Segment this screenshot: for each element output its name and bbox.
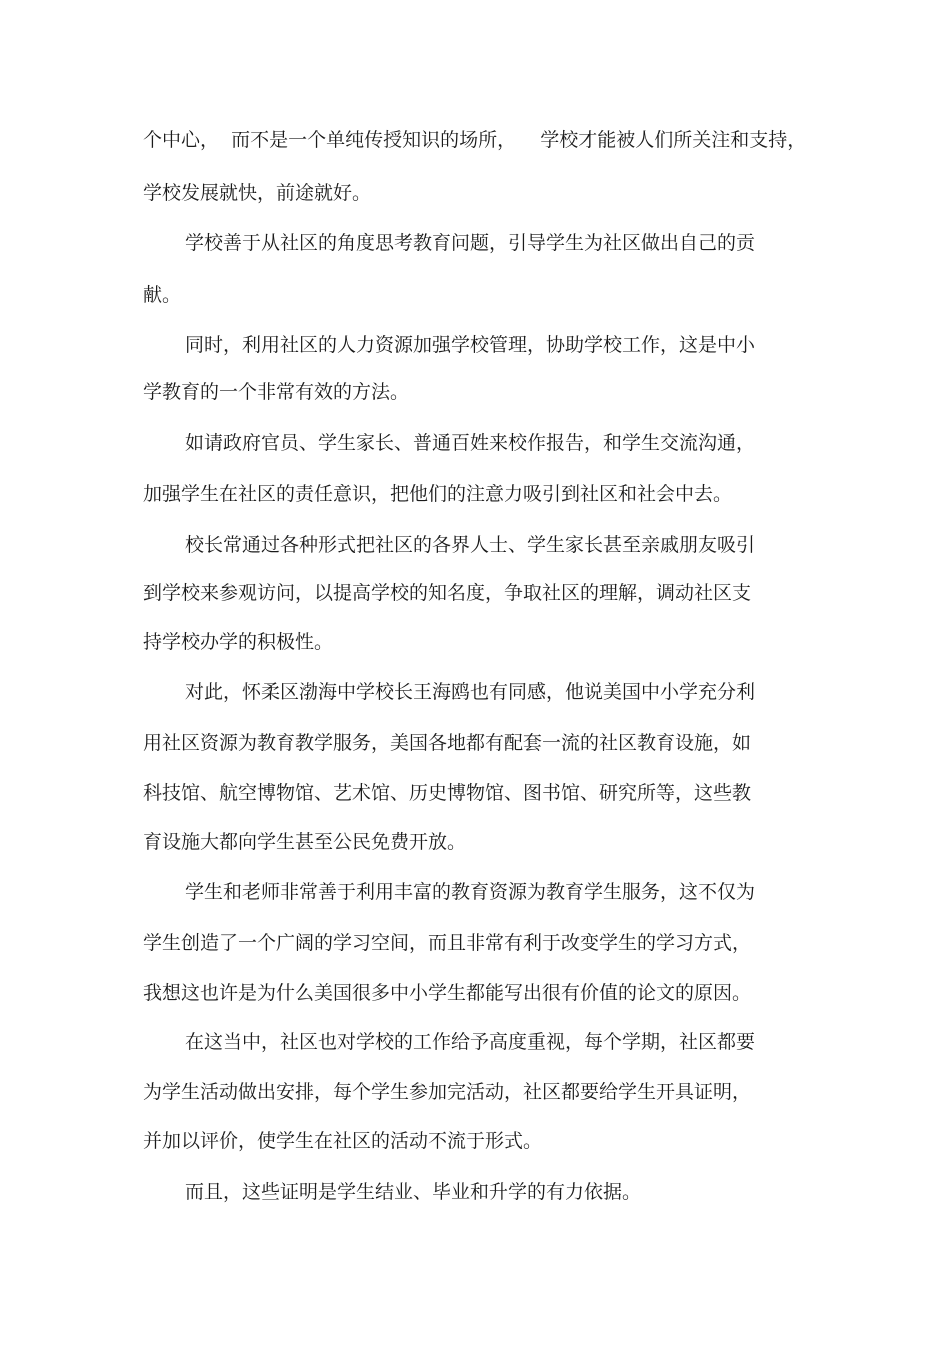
text-line: 学生创造了一个广阔的学习空间，而且非常有利于改变学生的学习方式， — [143, 932, 752, 954]
paragraph-first-line: 如请政府官员、学生家长、普通百姓来校作报告，和学生交流沟通， — [185, 432, 756, 454]
text-line: 学教育的一个非常有效的方法。 — [143, 381, 410, 403]
text-line: 用社区资源为教育教学服务，美国各地都有配套一流的社区教育设施，如 — [143, 732, 752, 754]
text-line: 并加以评价，使学生在社区的活动不流于形式。 — [143, 1130, 543, 1152]
text-line: 为学生活动做出安排，每个学生参加完活动，社区都要给学生开具证明， — [143, 1081, 752, 1103]
text-line: 育设施大都向学生甚至公民免费开放。 — [143, 831, 467, 853]
text-line: 献。 — [143, 284, 182, 306]
text-line: 学校发展就快，前途就好。 — [143, 182, 372, 204]
text-line: 我想这也许是为什么美国很多中小学生都能写出很有价值的论文的原因。 — [143, 982, 752, 1004]
paragraph-first-line: 学校善于从社区的角度思考教育问题，引导学生为社区做出自己的贡 — [185, 232, 756, 254]
paragraph-first-line: 同时，利用社区的人力资源加强学校管理，协助学校工作，这是中小 — [185, 334, 756, 356]
paragraph-first-line: 对此，怀柔区渤海中学校长王海鸥也有同感，他说美国中小学充分利 — [185, 681, 756, 703]
paragraph-first-line: 校长常通过各种形式把社区的各界人士、学生家长甚至亲戚朋友吸引 — [185, 534, 756, 556]
text-line: 个中心， 而不是一个单纯传授知识的场所， 学校才能被人们所关注和支持， — [143, 129, 807, 151]
text-line: 到学校来参观访问，以提高学校的知名度，争取社区的理解，调动社区支 — [143, 582, 752, 604]
paragraph-first-line: 而且，这些证明是学生结业、毕业和升学的有力依据。 — [185, 1181, 642, 1203]
paragraph-first-line: 学生和老师非常善于利用丰富的教育资源为教育学生服务，这不仅为 — [185, 881, 756, 903]
text-line: 科技馆、航空博物馆、艺术馆、历史博物馆、图书馆、研究所等，这些教 — [143, 782, 752, 804]
text-line: 加强学生在社区的责任意识，把他们的注意力吸引到社区和社会中去。 — [143, 483, 733, 505]
text-line: 持学校办学的积极性。 — [143, 631, 334, 653]
paragraph-first-line: 在这当中，社区也对学校的工作给予高度重视，每个学期，社区都要 — [185, 1031, 756, 1053]
